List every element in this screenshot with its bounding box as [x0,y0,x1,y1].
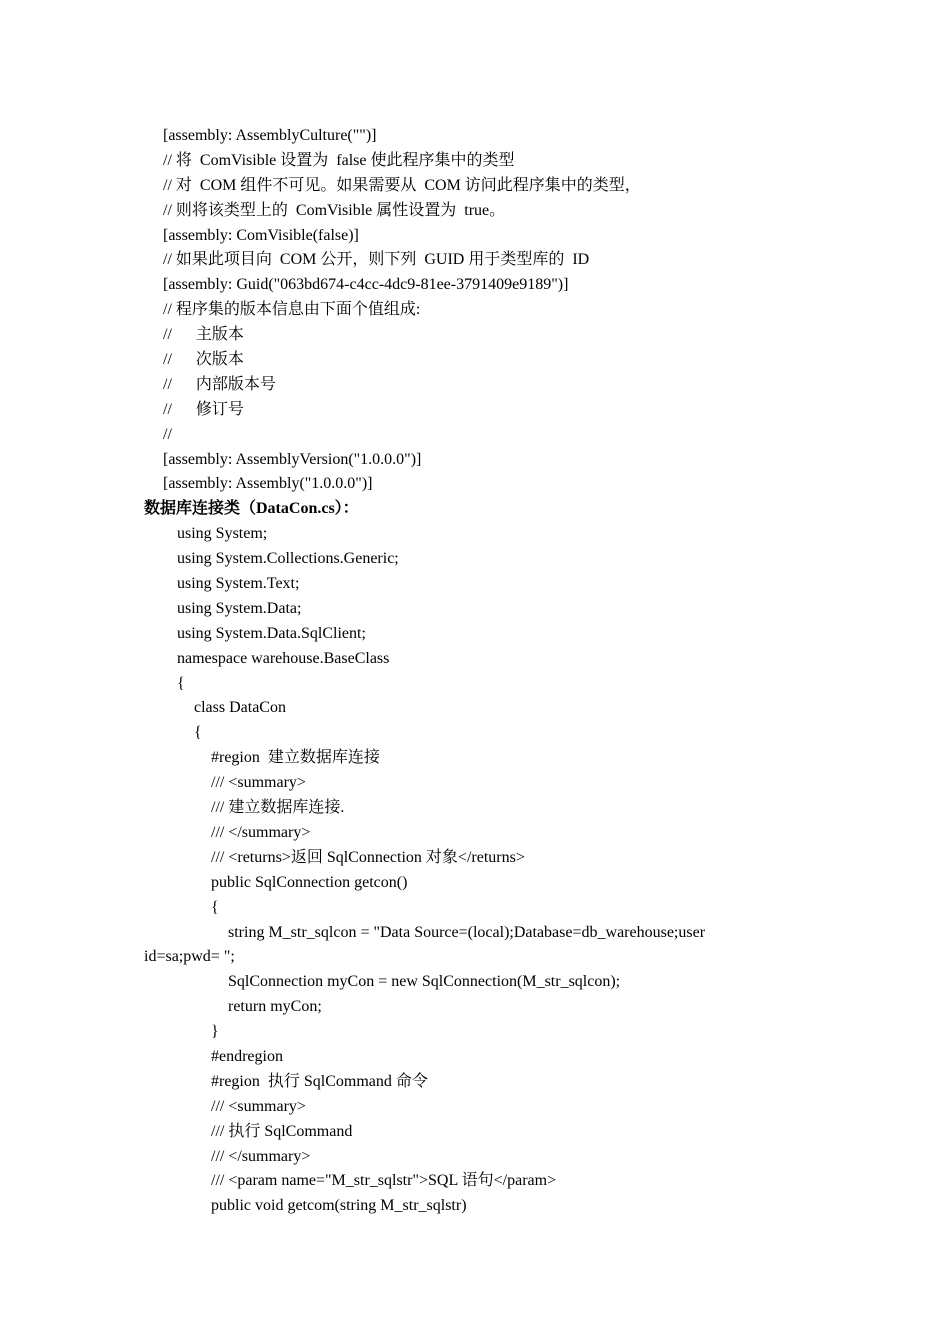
code-line: #region 执行 SqlCommand 命令 [211,1072,428,1090]
code-line: // 修订号 [163,400,244,418]
code-line: id=sa;pwd= "; [144,948,235,966]
code-line: { [177,674,185,692]
code-line: public void getcom(string M_str_sqlstr) [211,1197,467,1215]
code-listing [144,124,784,1219]
code-line: /// 建立数据库连接. [211,799,345,817]
code-line: /// <summary> [211,774,306,792]
code-line: { [211,898,219,916]
code-line: public SqlConnection getcon() [211,873,408,891]
code-line: [assembly: AssemblyCulture("")] [163,127,377,144]
code-line: #region 建立数据库连接 [211,749,380,767]
code-line: // 则将该类型上的 ComVisible 属性设置为 true。 [163,201,506,219]
code-line: using System; [177,525,268,543]
code-line: SqlConnection myCon = new SqlConnection(M_str_sqlcon); [228,973,621,991]
code-line: // 对 COM 组件不可见。如果需要从 COM 访问此程序集中的类型， [163,176,641,194]
code-line: #endregion [211,1047,283,1065]
code-line: // [163,425,172,443]
code-line: class DataCon [194,699,286,717]
section-heading: 数据库连接类（DataCon.cs）： [144,500,359,518]
code-line: using System.Text; [177,575,300,593]
code-line: using System.Collections.Generic; [177,550,399,568]
code-line: [assembly: ComVisible(false)] [163,226,359,244]
code-line: } [211,1023,219,1041]
code-line: return myCon; [228,998,322,1016]
code-line: string M_str_sqlcon = "Data Source=(local);Database=db_warehouse;user [228,923,706,941]
code-line: namespace warehouse.BaseClass [177,649,390,667]
code-line: // 主版本 [163,326,244,344]
code-line: /// </summary> [211,823,311,841]
code-line: /// </summary> [211,1147,311,1165]
code-line: // 内部版本号 [163,375,276,393]
code-line: /// <summary> [211,1097,306,1115]
code-line: { [194,724,202,742]
code-line: using System.Data.SqlClient; [177,624,366,642]
code-line: // 程序集的版本信息由下面个值组成: [163,301,421,319]
code-line: // 次版本 [163,351,244,369]
code-line: /// 执行 SqlCommand [211,1122,353,1140]
code-line: // 如果此项目向 COM 公开，则下列 GUID 用于类型库的 ID [163,251,590,269]
code-line: // 将 ComVisible 设置为 false 使此程序集中的类型 [163,151,515,169]
code-line: using System.Data; [177,599,302,617]
code-line: /// <returns>返回 SqlConnection 对象</returns> [211,848,525,866]
code-line: [assembly: Assembly("1.0.0.0")] [163,475,373,493]
code-line: /// <param name="M_str_sqlstr">SQL 语句</param> [211,1172,557,1190]
code-line: [assembly: Guid("063bd674-c4cc-4dc9-81ee-3791409e9189")] [163,276,569,294]
code-line: [assembly: AssemblyVersion("1.0.0.0")] [163,450,422,468]
